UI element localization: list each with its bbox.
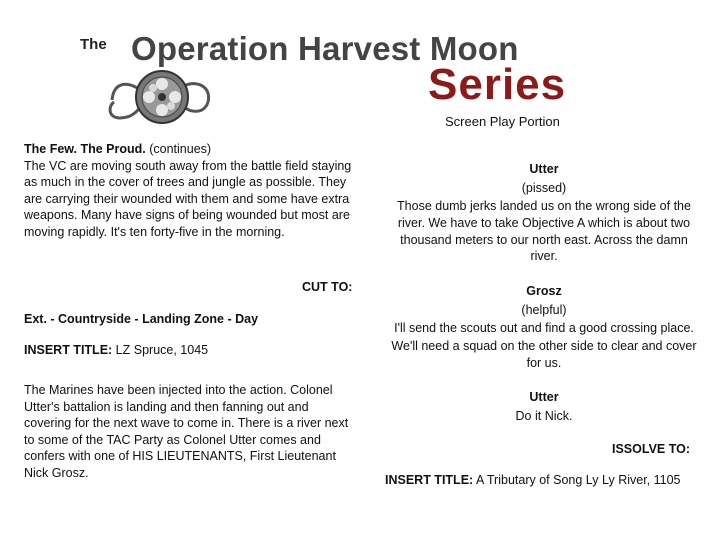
parenthetical: (helpful): [521, 303, 567, 317]
dissolve-transition: ISSOLVE TO:: [612, 442, 691, 456]
dialogue-line: Do it Nick.: [515, 409, 573, 423]
dialogue-block-3: [385, 388, 703, 426]
left-insert-title: [24, 342, 208, 359]
character-name: Utter: [529, 390, 559, 404]
character-name: Grosz: [526, 284, 562, 298]
dialogue-block-1: [385, 160, 703, 265]
intro-rest: (continues): [145, 142, 212, 156]
cut-to-transition: CUT TO:: [302, 280, 353, 294]
film-reel-icon: [100, 60, 220, 130]
page-title: Operation Harvest Moon: [131, 30, 519, 67]
character-name: Utter: [529, 162, 559, 176]
action-paragraph: The Marines have been injected into the action. Colonel Utter's battalion is landing and then fanning out and covering for the next wave to come in. There is a river next to some of the TAC Party as Colonel Utter comes and confers with one of HIS LIEUTENANTS, First Lieutenant Nick Grosz.: [24, 383, 349, 480]
left-insert-value: LZ Spruce, 1045: [112, 343, 209, 357]
scene-heading: Ext. - Countryside - Landing Zone - Day: [24, 312, 259, 326]
series-label: Series: [428, 60, 567, 109]
intro-paragraph: [24, 141, 354, 241]
dialogue-block-2: [385, 282, 703, 373]
right-insert-label: INSERT TITLE:: [385, 473, 474, 487]
page-subtitle: Screen Play Portion: [445, 114, 560, 129]
dialogue-line: Those dumb jerks landed us on the wrong side of the river. We have to take Objective A which is about two thousand meters to our north east. Across the damn river.: [397, 199, 691, 264]
left-insert-label: INSERT TITLE:: [24, 343, 113, 357]
the-label: The: [80, 36, 107, 53]
right-insert-title: [385, 472, 695, 489]
right-insert-value: A Tributary of Song Ly Ly River, 1105: [473, 473, 681, 487]
intro-body: The VC are moving south away from the battle field staying as much in the cover of trees and jungle as possible. They are carrying their wounded with them and some have extra weapons. Many have signs of being wounded but most are moving rapidly. It's ten forty-five in the morning.: [24, 158, 352, 239]
intro-bold: The Few. The Proud.: [24, 142, 146, 156]
dialogue-line: I'll send the scouts out and find a good crossing place. We'll need a squad on the other side to clear and cover for us.: [391, 321, 697, 370]
parenthetical: (pissed): [521, 181, 567, 195]
